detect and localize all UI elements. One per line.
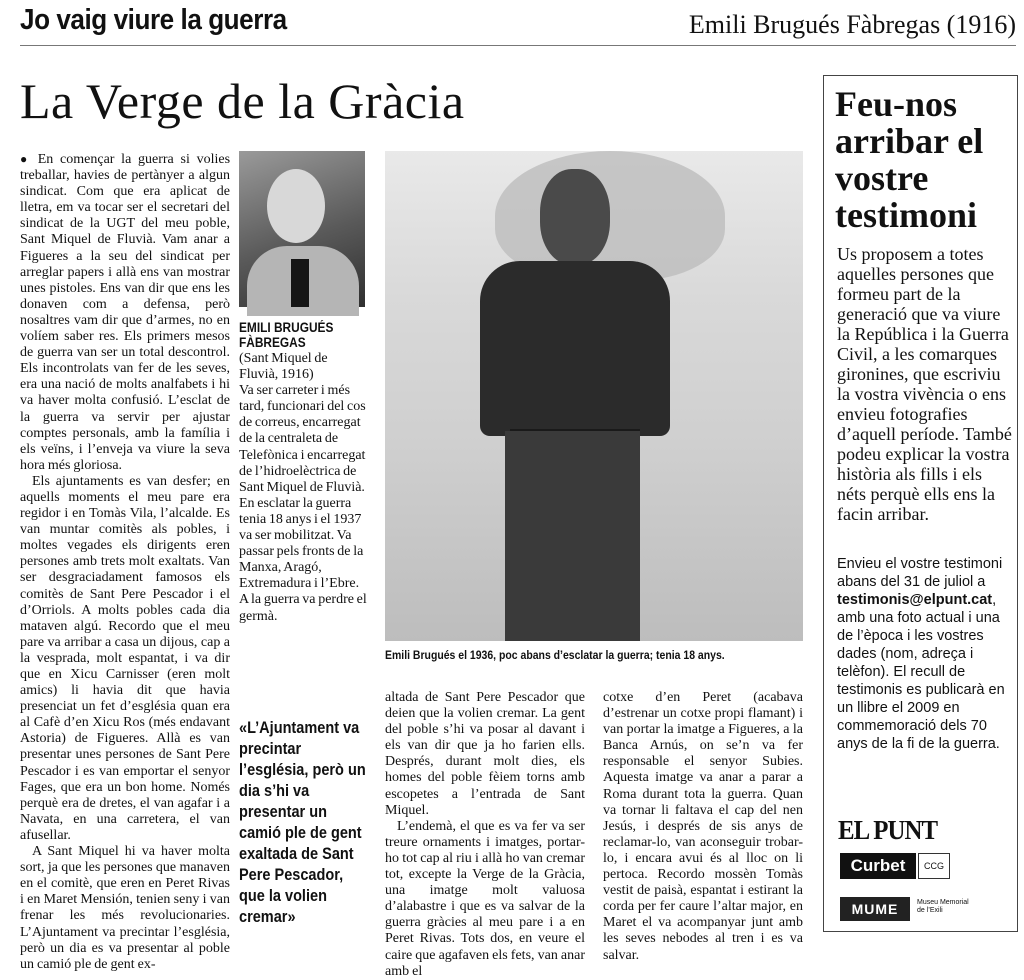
curbet-logo: Curbet [840,853,916,879]
instructions-text: Envieu el vostre testimoni abans del 31 de juliol a [837,556,1003,590]
sidebar-title: Feu-nos arribar el vostre testimoni [835,84,984,235]
bio-text: (Sant Miquel de Fluvià, 1916) Va ser carreter i més tard, funcionari del cos de correus, encarregat de la centraleta de Telefònica i encarregat de l’hidroelèctrica de Sant Miquel de Fluvià. En esclatar la guerra tenia 18 anys i el 1937 va ser mobilitzat. Va passar pels fronts de la Manxa, Aragó, Extremadura i l’Ebre. A la guerra va perdre el germà. [239,351,367,624]
sidebar-text: Us proposem a totes aquelles persones que formeu part de la generació que va viure la República i la Guerra Civil, a les comarques gironines, que escriviu la vostra vivència o ens envieu fotografies d’aquell període. També podeu explicar la vostra història als fills i els néts perquè ells ens la facin arribar. [837,244,1012,524]
paragraph: altada de Sant Pere Pescador que deien que la volien cremar. La gent del poble s’hi va posar al davant i els van dir que ja ho farien ells. Després, durant molt dies, els homes del poble fèiem torns amb escopetes a l’entrada de Sant Miquel. [385,690,585,818]
paragraph: cotxe d’en Peret (acabava d’estrenar un cotxe propi flamant) i van portar la imatge a Figueres, a la Banca Arnús, on se’n va fer responsable el senyor Subies. Aquesta imatge va anar a parar a Roma durant tota la guerra. Quan va tornar li faltava el cap del nen Jesús, i després de sis anys de reclamar-lo, van aconseguir trobar-lo, i encara avui és al lloc on li pertoca. Recordo mossèn Tomàs vestit de paisà, espantat i estirant la corda per fer caure l’altar major, en Maret el va acompanyar junt amb les seves nebodes al tren i es va salvar. [603,690,803,963]
bio-name: EMILI BRUGUÉS FÀBREGAS [239,320,334,350]
section-title: Jo vaig viure la guerra [20,4,287,36]
header-rule [20,45,1016,46]
paragraph: A Sant Miquel hi va haver molta sort, ja que les persones que manaven en el comitè, que eren en Peret Rivas i en Maret Mensión, tenien seny i van frenar les més revolucionaries. L’Ajuntament va precintar l’església, però un dia es va presentar al poble un camió ple de gent ex- [20,844,230,972]
ccg-logo: CCG [918,853,950,879]
pull-quote: «L’Ajuntament va precintar l’església, però un dia s’hi va presentar un camió ple de gent exaltada de Sant Pere Pescador, que la volien cremar» [239,719,366,926]
paragraph-text: En començar la guerra si volies treballar, havies de pertànyer a algun sindicat. Com que era aplicat de lletra, em va tocar ser el secretari del sindicat de la UGT del meu poble, Sant Miquel de Fluvià. Vam anar a Figueres a la seu del sindicat per arreglar papers i allà ens van mostrar unes pistoles. Ens van dir que ens les donaven com a defensa, però nosaltres vam dir que d’armes, no en volíem saber res. Els primers mesos de guerra van ser un total descontrol. Els incontrolats van fer de les seves, era una nació de molts analfabets i hi va haver molta confusió. L’esclat de la guerra va servir per ajustar comptes personals, amb la família i els veïns, i l’enveja va viure la seva hora més gloriosa. [20,152,231,473]
paragraph: Els ajuntaments es van desfer; en aquells moments el meu pare era regidor i en Tomàs Vila, l’alcalde. Es van muntar comitès als pobles, i moltes vegades els dirigents eren persones amb trets molt exaltats. Van ser desgraciadament famosos els comitès de Sant Pere Pescador i el d’Orriols. A molts pobles cada dia mataven algú. Recordo que el meu pare va arribar a casa un dijous, cap a la vesprada, molt espantat, i va dir que en Xicu Carnisser (eren molt amics) li havia dit que havia presenciat un fet d’església quan era al Cafè d’en Xicu Ros (més endavant Astoria) de Figueres. Allà es van presentar unes persones de Sant Pere Pescador i es van emportar el senyor Fages, que era un bon home. Només perquè era de dretes, el van agafar i a Navata, en una carretera, el van afusellar. [20,473,230,843]
portrait-photo [239,151,365,307]
article-column-1 [20,151,231,972]
sidebar-instructions [837,555,1015,753]
paragraph: L’endemà, el que es va fer va ser treure ornaments i imatges, portar-ho tot cap al riu i allà ho van cremar tot, excepte la Verge de la Gràcia, una imatge molt valuosa d’alabastre i que es va salvar de la guerra gràcies al meu pare i a en Peret Rivas. Tots dos, en veure el caire que agafaven els fets, van anar amb el [385,818,585,979]
byline: Emili Brugués Fàbregas (1916) [688,10,1016,39]
elpunt-logo: EL PUNT [838,815,938,845]
instructions-text: , amb una foto actual i una de l’època i les vostres dades (nom, adreça i telèfon). El recull de testimonis es publicarà en un llibre el 2009 en commemoració dels 70 anys de la fi de la guerra. [837,592,1005,752]
bullet-icon: ● [20,152,31,166]
article-column-3 [385,690,585,979]
paragraph [20,151,230,474]
main-photo [385,151,803,641]
mume-logo: MUME [840,897,910,921]
email-link[interactable]: testimonis@elpunt.cat [837,592,993,608]
mume-logo-subtitle: Museu Memorial de l’Exili [917,899,969,914]
headline: La Verge de la Gràcia [20,73,465,129]
photo-caption: Emili Brugués el 1936, poc abans d’esclatar la guerra; tenia 18 anys. [385,650,725,662]
article-column-4 [603,690,803,963]
